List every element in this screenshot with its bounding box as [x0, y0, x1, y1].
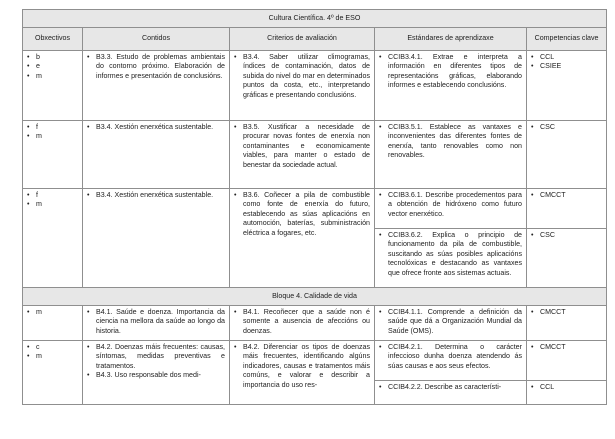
objectives-cell [23, 121, 83, 189]
competence-item: • CCL [531, 53, 602, 62]
table-row [23, 121, 607, 189]
standard-cell [375, 51, 527, 121]
competence-item: • CMCCT [531, 308, 602, 317]
objective-item: • m [27, 352, 78, 361]
standard-text: • CCIB4.2.2. Describe as característi- [379, 383, 522, 392]
block-title: Bloque 4. Calidade de vida [23, 288, 607, 306]
content-item: • B3.4. Xestión enerxética sustentable. [87, 191, 225, 200]
competence-item: • CSIEE [531, 62, 602, 71]
content-item: • B3.3. Estudo de problemas ambientais do contorno próximo. Elaboración de informes e presentación de conclusións. [87, 53, 225, 81]
standard-cell [375, 121, 527, 189]
competences-cell [527, 189, 607, 229]
competences-cell [527, 306, 607, 341]
competences-cell [527, 381, 607, 405]
standard-text: • CCIB4.2.1. Determina o carácter infeccioso dunha doenza atendendo ás súas causas e aos seus efectos. [379, 343, 522, 371]
objective-item: • b [27, 53, 78, 62]
content-item: • B4.1. Saúde e doenza. Importancia da ciencia na mellora da saúde ao longo da historia. [87, 308, 225, 336]
criteria-text: • B4.2. Diferenciar os tipos de doenzas máis frecuentes, identificando algúns indicadores, causas e tratamentos máis comúns, e valorar e describir a importancia do uso res- [234, 343, 370, 390]
standard-text: • CCIB3.5.1. Establece as vantaxes e inconvenientes das diferentes fontes de enerxía, tanto renovables como non renovables. [379, 123, 522, 161]
objective-item: • m [27, 308, 78, 317]
standard-cell [375, 229, 527, 288]
criteria-cell [230, 341, 375, 405]
document-page [22, 9, 607, 439]
criteria-text: • B3.4. Saber utilizar climogramas, índices de contaminación, datos de subida do nivel do mar en determinados puntos da costa, etc., interpretando gráficas e presentando conclusións. [234, 53, 370, 100]
table-row [23, 306, 607, 341]
objectives-cell [23, 306, 83, 341]
column-header: Estándares de aprendizaxe [375, 28, 527, 51]
competences-cell [527, 121, 607, 189]
standard-text: • CCIB3.4.1. Extrae e interpreta a información en diferentes tipos de representacións gráficas, elaborando informes e establecendo conclusións. [379, 53, 522, 91]
contents-cell [83, 189, 230, 288]
objective-item: • e [27, 62, 78, 71]
standard-text: • CCIB3.6.2. Explica o principio de funcionamento da pila de combustible, suscitando as súas posibles aplicacións tecnolóxicas e destacando as vantaxes que ofrece fronte aos sistemas actuais. [379, 231, 522, 278]
criteria-cell [230, 306, 375, 341]
criteria-cell [230, 121, 375, 189]
criteria-text: • B3.6. Coñecer a pila de combustible como fonte de enerxía do futuro, establecendo as súas aplicacións en automoción, baterías, subministración eléctrica a fogares, etc. [234, 191, 370, 238]
standard-cell [375, 189, 527, 229]
content-item: • B4.3. Uso responsable dos medi- [87, 371, 225, 380]
column-header: Competencias clave [527, 28, 607, 51]
content-item: • B3.4. Xestión enerxética sustentable. [87, 123, 225, 132]
standard-text: • CCIB3.6.1. Describe procedementos para a obtención de hidróxeno como futuro vector enerxético. [379, 191, 522, 219]
objective-item: • m [27, 132, 78, 141]
criteria-text: • B3.5. Xustificar a necesidade de procurar novas fontes de enerxía non contaminantes e economicamente viables, para manter o estado de benestar da sociedade actual. [234, 123, 370, 170]
column-header: Obxectivos [23, 28, 83, 51]
competence-item: • CMCCT [531, 343, 602, 352]
curriculum-table [22, 9, 607, 405]
objectives-cell [23, 51, 83, 121]
objectives-cell [23, 341, 83, 405]
competence-item: • CSC [531, 123, 602, 132]
standard-text: • CCIB4.1.1. Comprende a definición da saúde que dá a Organización Mundial da Saúde (OMS). [379, 308, 522, 336]
competences-cell [527, 341, 607, 381]
competences-cell [527, 229, 607, 288]
objective-item: • c [27, 343, 78, 352]
criteria-text: • B4.1. Recoñecer que a saúde non é somente a ausencia de afeccións ou doenzas. [234, 308, 370, 336]
standard-cell [375, 306, 527, 341]
criteria-cell [230, 189, 375, 288]
contents-cell [83, 121, 230, 189]
contents-cell [83, 51, 230, 121]
standard-cell [375, 381, 527, 405]
objective-item: • m [27, 200, 78, 209]
table-row [23, 51, 607, 121]
competences-cell [527, 51, 607, 121]
contents-cell [83, 306, 230, 341]
objectives-cell [23, 189, 83, 288]
competence-item: • CSC [531, 231, 602, 240]
competence-item: • CCL [531, 383, 602, 392]
objective-item: • f [27, 191, 78, 200]
table-row [23, 189, 607, 229]
competence-item: • CMCCT [531, 191, 602, 200]
objective-item: • f [27, 123, 78, 132]
contents-cell [83, 341, 230, 405]
table-row [23, 341, 607, 381]
column-header: Contidos [83, 28, 230, 51]
criteria-cell [230, 51, 375, 121]
objective-item: • m [27, 72, 78, 81]
standard-cell [375, 341, 527, 381]
content-item: • B4.2. Doenzas máis frecuentes: causas, síntomas, medidas preventivas e tratamentos. [87, 343, 225, 371]
column-header: Criterios de avaliación [230, 28, 375, 51]
table-title: Cultura Científica. 4º de ESO [23, 10, 607, 28]
